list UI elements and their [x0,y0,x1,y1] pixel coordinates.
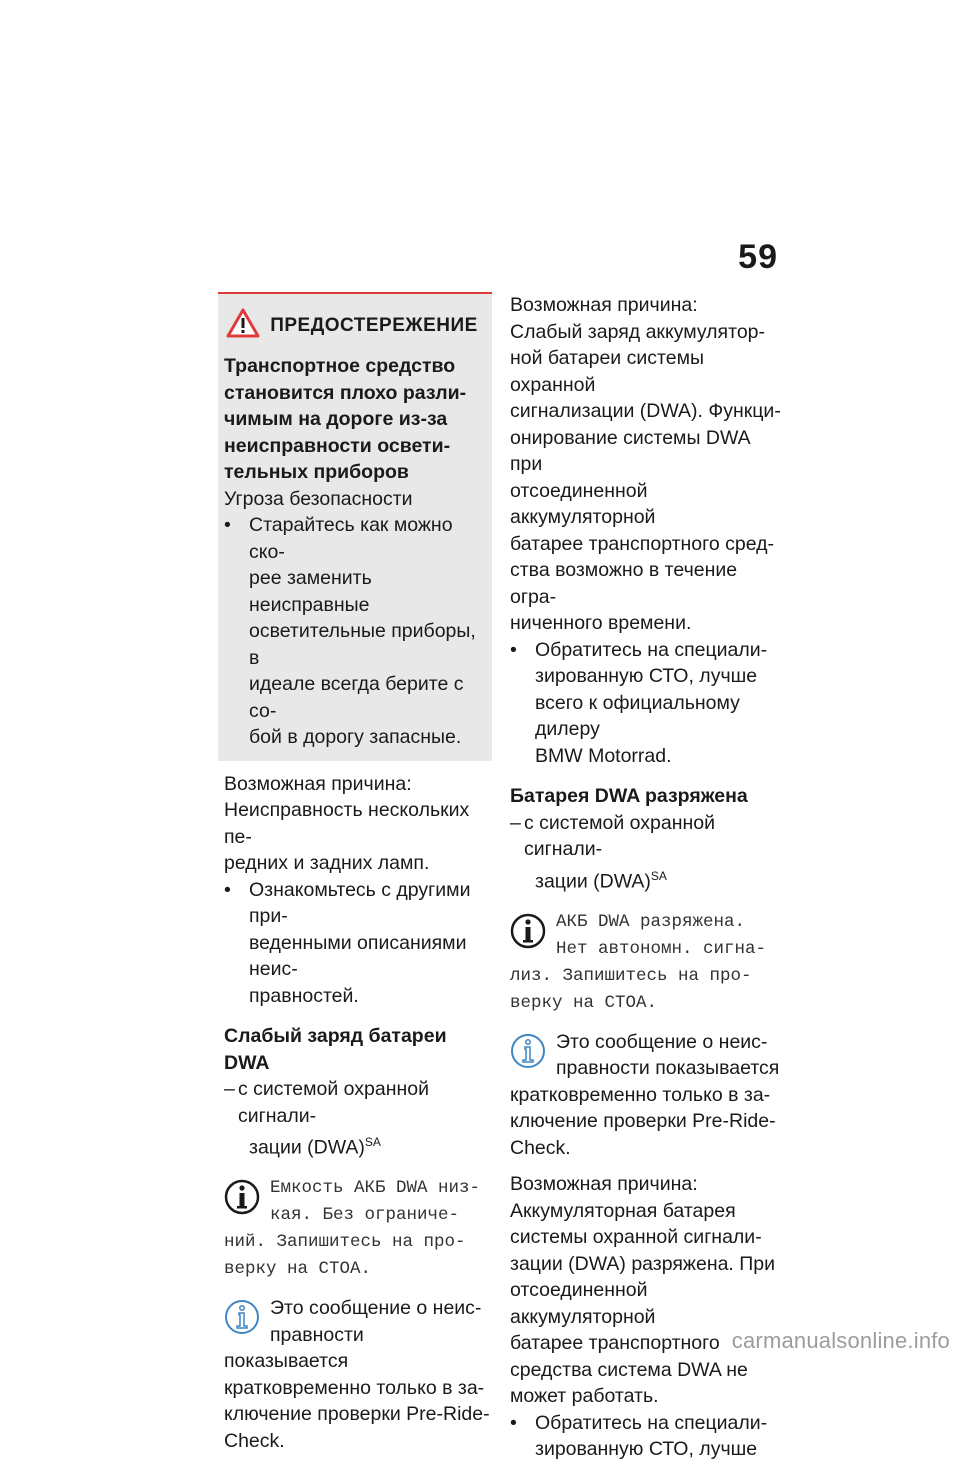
bullet-dot: • [510,638,517,661]
text-line: ной батареи системы охранной [510,347,704,396]
page-number: 59 [738,238,778,276]
text-line: Старайтесь как можно ско- [249,514,453,563]
text-line: кратковременно только в за- [224,1376,485,1399]
message-line: верку на СТОА. [510,992,658,1013]
option-line [510,810,782,895]
text-line: зации (DWA) [249,1136,365,1159]
text-line: осветительные приборы, в [249,620,476,669]
text-line: зированную СТО, лучше [535,1438,758,1460]
note-block [224,1295,492,1454]
bullet-dot: • [224,514,231,536]
text-line: Check. [510,1136,571,1159]
text-line: редних и задних ламп. [224,852,430,874]
text-line: идеале всегда берите с со- [249,673,464,722]
text-line: ключение проверки Pre-Ride- [224,1403,490,1425]
message-line: кая. Без ограниче- [270,1205,460,1225]
warning-heading-line: тельных приборов [224,461,409,483]
text-line: сигнализации (DWA). Функци- [510,400,781,422]
text-line: ства возможно в течение огра- [510,559,738,608]
text-line: Обратитесь на специали- [535,1411,768,1434]
right-column [510,292,782,1463]
text-line: с системой охранной сигнали- [524,811,716,860]
warning-triangle-icon [226,308,260,343]
bullet-dot: • [224,878,231,901]
text-line: онирование системы DWA при [510,426,750,475]
text-line: ключение проверки Pre-Ride- [510,1110,776,1132]
warning-box [218,292,492,761]
dash-glyph: – [510,811,521,834]
text-line: правности показывается [556,1057,780,1079]
text-line: отсоединенной аккумуляторной [510,479,656,528]
text-line: батарее транспортного [510,1332,720,1354]
bullet-dot: • [510,1411,517,1434]
text-line: Это сообщение о неис- [270,1297,482,1319]
cause-label: Возможная причина: [510,294,698,316]
text-line: зированную СТО, лучше [535,665,758,687]
text-line: BMW Motorrad. [535,744,672,767]
warning-header [224,308,480,343]
text-line: Неисправность нескольких пе- [224,799,470,848]
text-line: веденными описаниями неис- [249,931,467,980]
message-line: АКБ DWA разряжена. [556,911,746,932]
option-line [224,1076,492,1161]
info-icon [510,911,550,955]
text-line: может работать. [510,1385,659,1407]
message-line: Нет автономн. сигна- [556,938,767,959]
action-bullet [224,877,492,1010]
message-line: ний. Запишитесь на про- [224,1232,466,1252]
warning-heading-line: становится плохо разли- [224,381,467,404]
text-line: батарее транспортного сред- [510,532,774,555]
warning-bullet [224,512,480,751]
section-heading-dwa-discharged: Батарея DWA разряжена [510,785,748,807]
text-line: Это сообщение о неис- [556,1030,768,1053]
message-line: верку на СТОА. [224,1259,372,1279]
message-line: лиз. Запишитесь на про- [510,965,752,986]
message-line: Емкость АКБ DWA низ- [270,1178,481,1198]
warning-heading-line: неисправности освети- [224,434,451,457]
warning-risk: Угроза безопасности [224,487,413,510]
cause-label: Возможная причина: [224,772,412,795]
text-line: системы охранной сигнали- [510,1226,762,1248]
text-line: правностей. [249,984,359,1007]
info-icon [224,1177,264,1221]
text-line: Ознакомьтесь с другими при- [249,878,471,927]
text-line: Аккумуляторная батарея [510,1199,736,1222]
text-line: всего к официальному дилеру [535,691,740,740]
text-line: правности показывается [224,1323,364,1372]
text-line: бой в дорогу запасные. [249,726,462,748]
option-sup: SA [650,868,667,883]
footer-watermark: carmanualsonline.info [731,1328,950,1353]
note-block [510,1029,782,1162]
dash-glyph: – [224,1078,235,1100]
text-line: ниченного времени. [510,612,692,634]
note-info-icon [510,1031,548,1073]
text-line: средства система DWA не [510,1358,748,1381]
action-bullet [510,637,782,770]
left-column [224,292,492,1454]
note-info-icon [224,1297,262,1339]
display-message [224,1175,492,1283]
action-bullet [510,1410,782,1463]
warning-heading-line: Транспортное средство [224,355,456,377]
display-message [510,909,782,1017]
text-line: зации (DWA) [535,870,651,892]
text-line: Слабый заряд аккумулятор- [510,320,766,343]
warning-heading-line: чимым на дороге из-за [224,408,448,430]
text-line: с системой охранной сигнали- [238,1078,430,1127]
section-heading-dwa-low: Слабый заряд батареи DWA [224,1025,447,1074]
text-line: рее заменить неисправные [249,567,372,616]
text-line: Обратитесь на специали- [535,638,768,661]
warning-title: ПРЕДОСТЕРЕЖЕНИЕ [270,314,478,336]
text-line: отсоединенной аккумуляторной [510,1279,656,1328]
option-sup: SA [364,1135,381,1149]
cause-label: Возможная причина: [510,1173,698,1195]
text-line: кратковременно только в за- [510,1083,771,1106]
text-line: зации (DWA) разряжена. При [510,1252,776,1275]
text-line: Check. [224,1429,285,1452]
